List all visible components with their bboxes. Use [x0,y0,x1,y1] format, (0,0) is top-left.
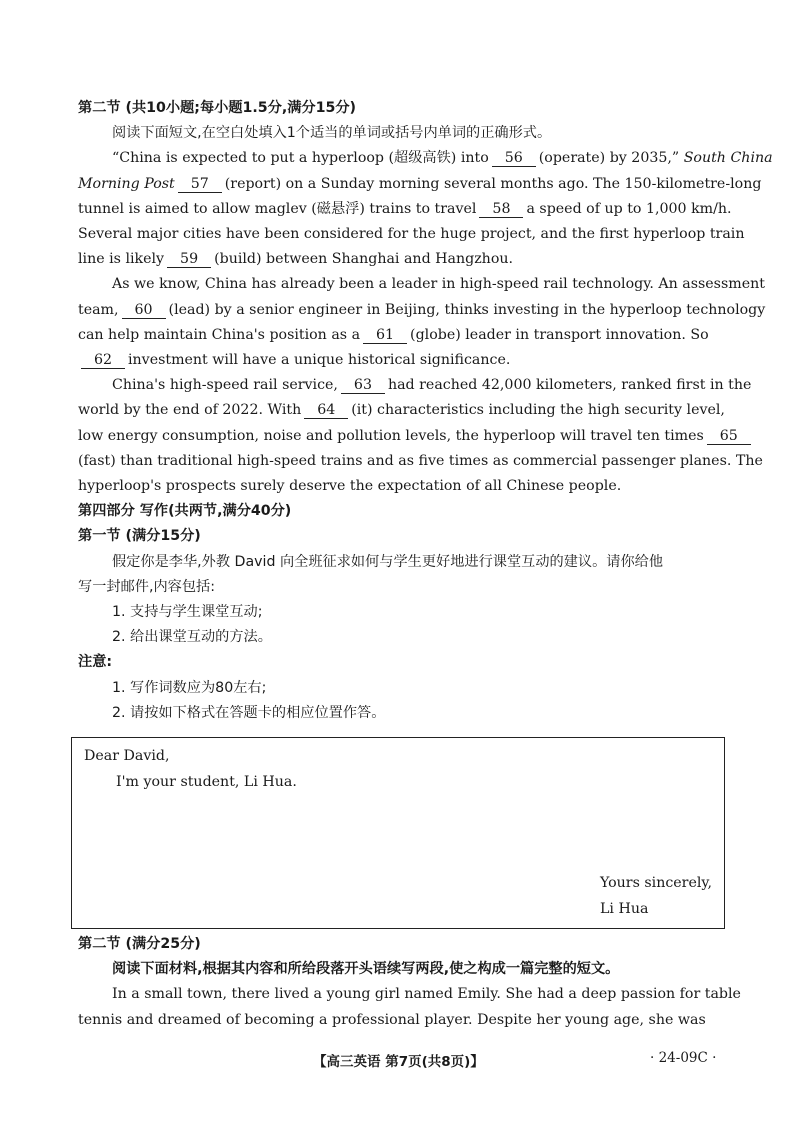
blank-61: 61 [363,327,407,344]
section-heading: 第一节 (满分15分) [78,528,201,545]
passage-line: hyperloop's prospects surely deserve the expectation of all Chinese people. [78,478,622,495]
writing-prompt: 假定你是李华,外教 David 向全班征求如何与学生更好地进行课堂互动的建议。请你给他 [112,553,664,570]
passage-line: (fast) than traditional high-speed trains and as five times as commercial passenger planes. The [78,452,763,469]
footer-code: · 24-09C · [650,1050,717,1066]
blank-63: 63 [341,377,385,394]
section-heading: 第二节 (满分25分) [78,936,201,952]
content-point: 2. 给出课堂互动的方法。 [112,629,272,646]
blank-57: 57 [178,176,222,193]
letter-greeting: Dear David, [84,748,170,764]
passage-line: low energy consumption, noise and pollution levels, the hyperloop will travel ten times 65 [78,424,728,449]
blank-56: 56 [492,150,536,167]
passage-line: 62 investment will have a unique historical significance. [78,348,728,373]
blank-62: 62 [81,352,125,369]
passage-line: world by the end of 2022. With 64 (it) characteristics including the high security level, [78,402,725,419]
blank-58: 58 [479,201,523,218]
story-line: In a small town, there lived a young girl named Emily. She had a deep passion for table [112,986,741,1003]
instruction: 阅读下面短文,在空白处填入1个适当的单词或括号内单词的正确形式。 [112,125,552,142]
passage-line: Morning Post 57 (report) on a Sunday morning several months ago. The 150-kilometre-long [78,175,762,192]
passage-line: team, 60 (lead) by a senior engineer in Beijing, thinks investing in the hyperloop technology [78,301,766,318]
blank-65: 65 [707,428,751,445]
blank-60: 60 [122,302,166,319]
letter-signature: Li Hua [600,901,649,917]
passage-line: China's high-speed rail service, 63 had reached 42,000 kilometers, ranked first in the [112,377,752,394]
writing-prompt: 写一封邮件,内容包括: [78,578,215,595]
blank-64: 64 [304,402,348,419]
blank-59: 59 [167,251,211,268]
section-instruction: 阅读下面材料,根据其内容和所给段落开头语续写两段,使之构成一篇完整的短文。 [112,961,620,978]
content-point: 1. 支持与学生课堂互动; [112,604,263,621]
note-item: 1. 写作词数应为80左右; [112,679,267,696]
passage-line: line is likely 59 (build) between Shanghai and Hangzhou. [78,251,514,268]
section-heading: 第二节 (共10小题;每小题1.5分,满分15分) [78,100,357,116]
continuation-section [78,932,741,1033]
story-line: tennis and dreamed of becoming a professional player. Despite her young age, she was [78,1011,706,1028]
passage-line: tunnel is aimed to allow maglev (磁悬浮) trains to travel 58 a speed of up to 1,000 km/h. [78,200,732,217]
note-item: 2. 请按如下格式在答题卡的相应位置作答。 [112,704,386,721]
letter-closing: Yours sincerely, [600,875,713,891]
note-label: 注意: [78,654,113,671]
footer-page-label: 【高三英语 第7页(共8页)】 [313,1054,484,1070]
exam-page [78,96,773,726]
part-heading: 第四部分 写作(共两节,满分40分) [78,503,292,520]
passage-line: “China is expected to put a hyperloop (超级高铁) into 56 (operate) by 2035,” South China [112,150,773,167]
passage-line: can help maintain China's position as a 61 (globe) leader in transport innovation. So [78,326,709,343]
passage-line: As we know, China has already been a leader in high-speed rail technology. An assessment [112,276,765,293]
letter-opening: I'm your student, Li Hua. [116,774,297,790]
passage-line: Several major cities have been considered for the huge project, and the first hyperloop train [78,226,745,243]
letter-answer-box [71,737,725,929]
